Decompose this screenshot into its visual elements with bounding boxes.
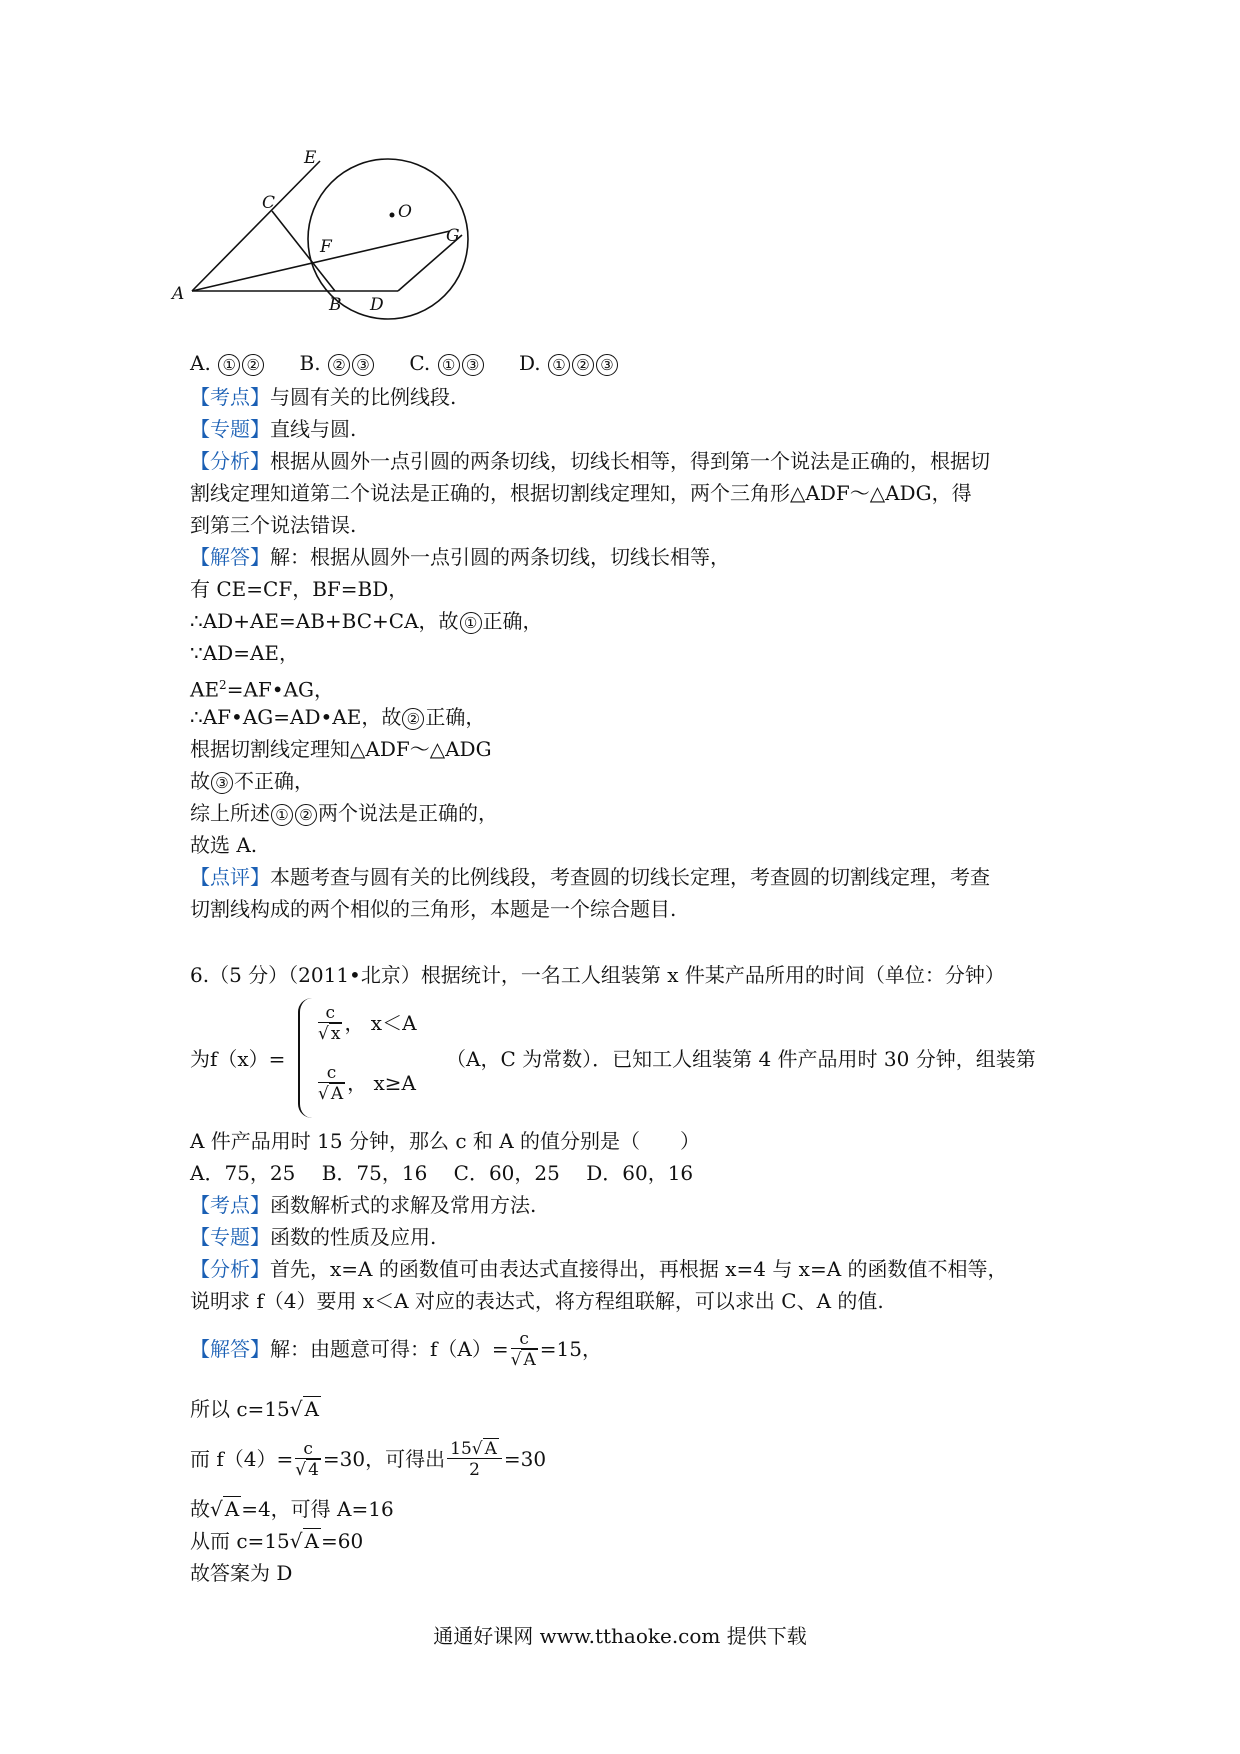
q5-step-10: 故选 A. — [190, 833, 258, 857]
point-label-f: F — [320, 237, 332, 257]
q5-step-4: ∵AD=AE， — [190, 641, 300, 665]
q6-step-2: 所以 c=15√ A — [190, 1397, 319, 1421]
point-label-e: E — [304, 148, 317, 168]
point-label-a: A — [172, 284, 185, 304]
q5-options: A. ① ② B. ② ③ C. ① ③ D. ① ② ③ — [190, 348, 619, 378]
q6-fx-label: 为f（x）= — [190, 1047, 286, 1071]
q5-fenxi-1: 【分析】根据从圆外一点引圆的两条切线，切线长相等，得到第一个说法是正确的，根据切 — [190, 449, 990, 473]
point-label-o: O — [398, 202, 412, 222]
point-label-b: B — [329, 295, 342, 315]
q6-step-3: 而 f（4）= $\frac{c}{√ 4}$ =30，可得出 $\frac{15√ A}{2}$ =30 — [190, 1439, 547, 1480]
q5-step-7: 根据切割线定理知△ADF～△ADG — [190, 737, 492, 761]
q5-jieda-1: 【解答】解：根据从圆外一点引圆的两条切线，切线长相等， — [190, 545, 730, 569]
q6-zhuanti: 【专题】函数的性质及应用. — [190, 1225, 437, 1249]
piecewise-brace — [298, 998, 314, 1118]
q6-step-4: 故√ A =4，可得 A=16 — [190, 1497, 394, 1521]
q5-dianping-1: 【点评】本题考查与圆有关的比例线段，考查圆的切线长定理，考查圆的切割线定理，考查 — [190, 865, 990, 889]
q6-fenxi-1: 【分析】首先，x=A 的函数值可由表达式直接得出，再根据 x=4 与 x=A 的函数值不相等， — [190, 1257, 1008, 1281]
q6-step-5: 从而 c=15√ A =60 — [190, 1529, 364, 1553]
circle-tangent-figure — [172, 148, 520, 345]
q5-step-5: $AE^2=AF•AG$， — [190, 677, 334, 702]
q6-jieda-1: 【解答】解：由题意可得：f（A）= $\frac{c}{√ A}$ =15， — [190, 1329, 602, 1370]
footer-source: 通通好课网 www.tthaoke.com 提供下载 — [433, 1624, 807, 1648]
q5-fenxi-3: 到第三个说法错误. — [190, 513, 357, 537]
q6-head: 6.（5 分）（2011•北京）根据统计，一名工人组装第 x 件某产品所用的时间（单位：分钟） — [190, 963, 1005, 987]
q6-kaodian: 【考点】函数解析式的求解及常用方法. — [190, 1193, 537, 1217]
q5-step-9: 综上所述 ① ② 两个说法是正确的， — [190, 801, 498, 825]
piece-1: $\frac{c}{√ x}$ ， x＜A — [318, 1003, 417, 1044]
q6-fenxi-2: 说明求 f（4）要用 x＜A 对应的表达式，将方程组联解，可以求出 C、A 的值. — [190, 1289, 884, 1313]
point-label-g: G — [446, 226, 460, 246]
q5-step-2: 有 CE=CF，BF=BD， — [190, 577, 409, 601]
q5-kaodian: 【考点】与圆有关的比例线段. — [190, 385, 457, 409]
q6-options: A．75，25 B．75，16 C．60，25 D．60，16 — [190, 1161, 694, 1185]
q6-tail: （A，C 为常数）．已知工人组装第 4 件产品用时 30 分钟，组装第 — [446, 1047, 1036, 1071]
q6-line2: A 件产品用时 15 分钟，那么 c 和 A 的值分别是（ ） — [190, 1129, 701, 1153]
q5-zhuanti: 【专题】直线与圆. — [190, 417, 357, 441]
point-label-c: C — [262, 193, 276, 213]
q5-step-6: ∴AF•AG=AD•AE，故 ② 正确， — [190, 705, 486, 729]
piece-2: $\frac{c}{√ A}$ ， x≥A — [318, 1063, 416, 1104]
q6-step-6: 故答案为 D — [190, 1561, 293, 1585]
q5-step-3: ∴AD+AE=AB+BC+CA，故 ① 正确， — [190, 609, 543, 633]
q5-fenxi-2: 割线定理知道第二个说法是正确的，根据切割线定理知，两个三角形△ADF～△ADG，得 — [190, 481, 972, 505]
q5-dianping-2: 切割线构成的两个相似的三角形，本题是一个综合题目. — [190, 897, 677, 921]
point-label-d: D — [370, 295, 384, 315]
q5-step-8: 故 ③ 不正确， — [190, 769, 314, 793]
